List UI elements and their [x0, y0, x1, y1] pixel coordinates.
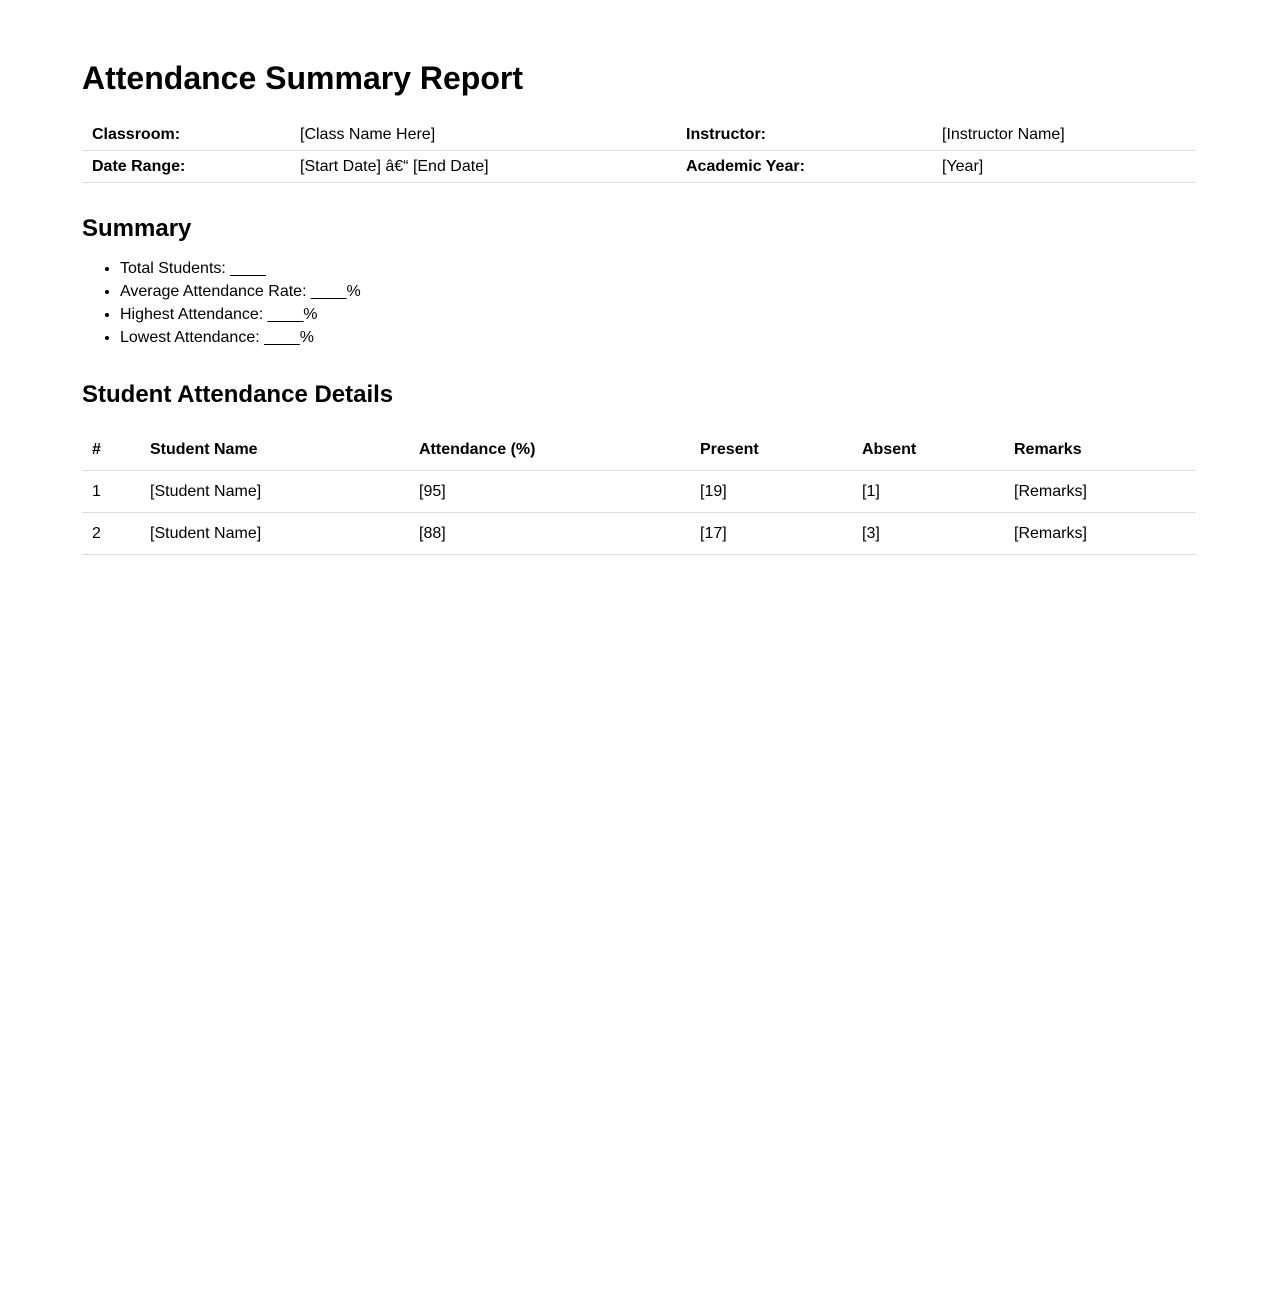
cell-student-name: [Student Name] [140, 471, 409, 513]
cell-absent: [3] [852, 513, 1004, 555]
date-range-value: [Start Date] â€“ [End Date] [290, 151, 676, 183]
summary-item-highest-attendance: • Highest Attendance: ____% [120, 303, 1196, 326]
page-title: Attendance Summary Report [82, 60, 523, 96]
table-row [82, 513, 1196, 555]
column-header-student-name: Student Name [140, 429, 409, 471]
cell-present: [19] [690, 471, 852, 513]
cell-attendance: [95] [409, 471, 690, 513]
summary-item-lowest-attendance: • Lowest Attendance: ____% [120, 326, 1196, 349]
summary-item-average-attendance: • Average Attendance Rate: ____% [120, 280, 1196, 303]
cell-absent: [1] [852, 471, 1004, 513]
report-page [82, 0, 1196, 555]
column-header-present: Present [690, 429, 852, 471]
summary-item-total-students: • Total Students: ____ [120, 257, 1196, 280]
summary-heading: Summary [82, 215, 192, 242]
cell-number: 2 [82, 513, 140, 555]
cell-remarks: [Remarks] [1004, 471, 1196, 513]
classroom-label: Classroom: [82, 119, 290, 151]
classroom-value: [Class Name Here] [290, 119, 676, 151]
table-header-row [82, 429, 1196, 471]
cell-remarks: [Remarks] [1004, 513, 1196, 555]
student-attendance-table [82, 429, 1196, 555]
cell-attendance: [88] [409, 513, 690, 555]
column-header-absent: Absent [852, 429, 1004, 471]
academic-year-value: [Year] [932, 151, 1196, 183]
details-heading: Student Attendance Details [82, 381, 394, 408]
summary-list [82, 257, 1196, 349]
cell-number: 1 [82, 471, 140, 513]
info-row-date-range [82, 151, 1196, 183]
academic-year-label: Academic Year: [676, 151, 932, 183]
info-row-classroom [82, 119, 1196, 151]
instructor-value: [Instructor Name] [932, 119, 1196, 151]
cell-student-name: [Student Name] [140, 513, 409, 555]
date-range-label: Date Range: [82, 151, 290, 183]
column-header-number: # [82, 429, 140, 471]
cell-present: [17] [690, 513, 852, 555]
instructor-label: Instructor: [676, 119, 932, 151]
column-header-attendance: Attendance (%) [409, 429, 690, 471]
table-row [82, 471, 1196, 513]
report-info-table [82, 119, 1196, 183]
column-header-remarks: Remarks [1004, 429, 1196, 471]
